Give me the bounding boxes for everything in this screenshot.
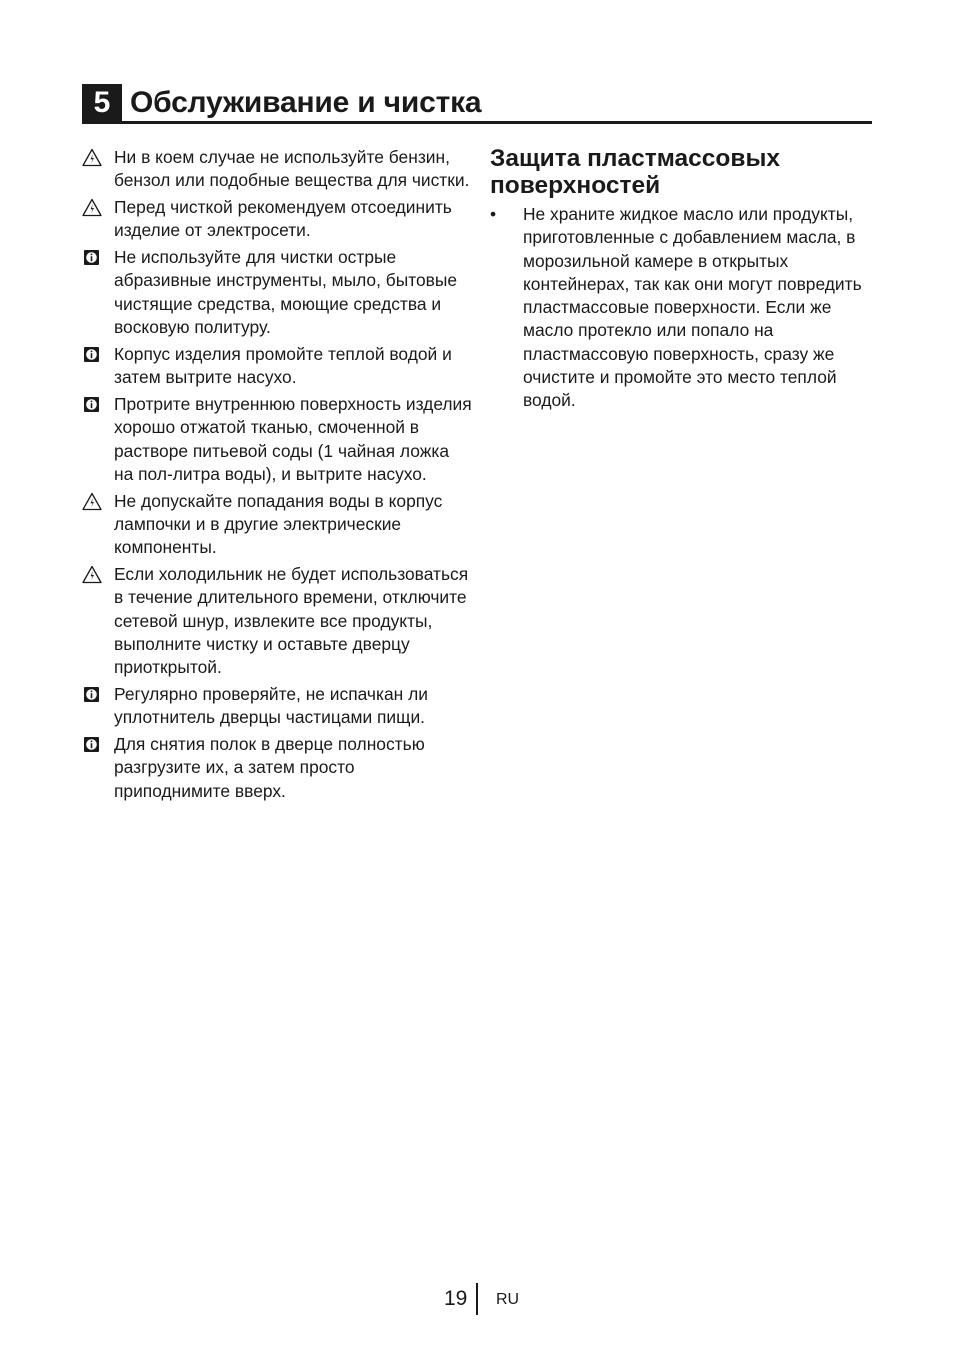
language-code: RU — [496, 1291, 520, 1308]
list-item — [82, 683, 472, 730]
item-text: Перед чисткой рекомендуем отсоединить изделие от электросети. — [114, 197, 452, 241]
item-text: Корпус изделия промойте теплой водой и затем вытрите насухо. — [114, 343, 452, 388]
list-item — [82, 196, 472, 243]
section-title: Защита пластмассовых поверхностей — [490, 145, 781, 199]
item-text: Если холодильник не будет использоваться в течение длительного времени, отключите сетевой шнур, извлеките все продукты, выполните чистку и оставьте дверцу приоткрытой. — [114, 564, 469, 678]
footer-divider — [476, 1283, 478, 1315]
chapter-header — [82, 84, 872, 124]
item-text: Протрите внутреннюю поверхность изделия хорошо отжатой тканью, смоченной в растворе питьевой соды (1 чайная ложка на пол-литра воды), и вытрите насухо. — [114, 393, 472, 484]
warning-icon — [82, 198, 102, 217]
bullet-item — [490, 203, 875, 413]
item-text: Для снятия полок в дверце полностью разгрузите их, а затем просто приподнимите вверх. — [114, 734, 425, 801]
info-icon — [82, 735, 102, 754]
list-item — [82, 146, 472, 193]
chapter-number: 5 — [82, 84, 122, 121]
list-item — [82, 733, 472, 803]
list-item — [82, 393, 472, 486]
chapter-title: Обслуживание и чистка — [130, 86, 482, 119]
warning-icon — [82, 492, 102, 511]
item-text: Регулярно проверяйте, не испачкан ли уплотнитель дверцы частицами пищи. — [114, 684, 428, 728]
info-icon — [82, 248, 102, 267]
info-icon — [82, 345, 102, 364]
info-icon — [82, 395, 102, 414]
plastic-protection-section — [490, 146, 875, 413]
list-item — [82, 490, 472, 560]
maintenance-list — [82, 146, 472, 807]
warning-icon — [82, 565, 102, 584]
list-item — [82, 246, 472, 339]
bullet-text: Не храните жидкое масло или продукты, приготовленные с добавлением масла, в морозильной камере в открытых контейнерах, так как они могут повредить пластмассовые поверхности. Если же масло протекло или попало на пластмассовую поверхность, сразу же очистите и промойте это место теплой водой. — [523, 204, 862, 411]
item-text: Не допускайте попадания воды в корпус лампочки и в другие электрические компоненты. — [114, 490, 443, 558]
warning-icon — [82, 148, 102, 167]
info-icon — [82, 685, 102, 704]
page-number: 19 — [444, 1287, 468, 1310]
item-text: Ни в коем случае не используйте бензин, бензол или подобные вещества для чистки. — [114, 147, 470, 191]
list-item — [82, 343, 472, 390]
bullet-dot: • — [490, 204, 497, 224]
page-footer — [0, 1283, 954, 1315]
list-item — [82, 563, 472, 679]
item-text: Не используйте для чистки острые абразивные инструменты, мыло, бытовые чистящие средства, моющие средства и восковую политуру. — [114, 247, 458, 338]
